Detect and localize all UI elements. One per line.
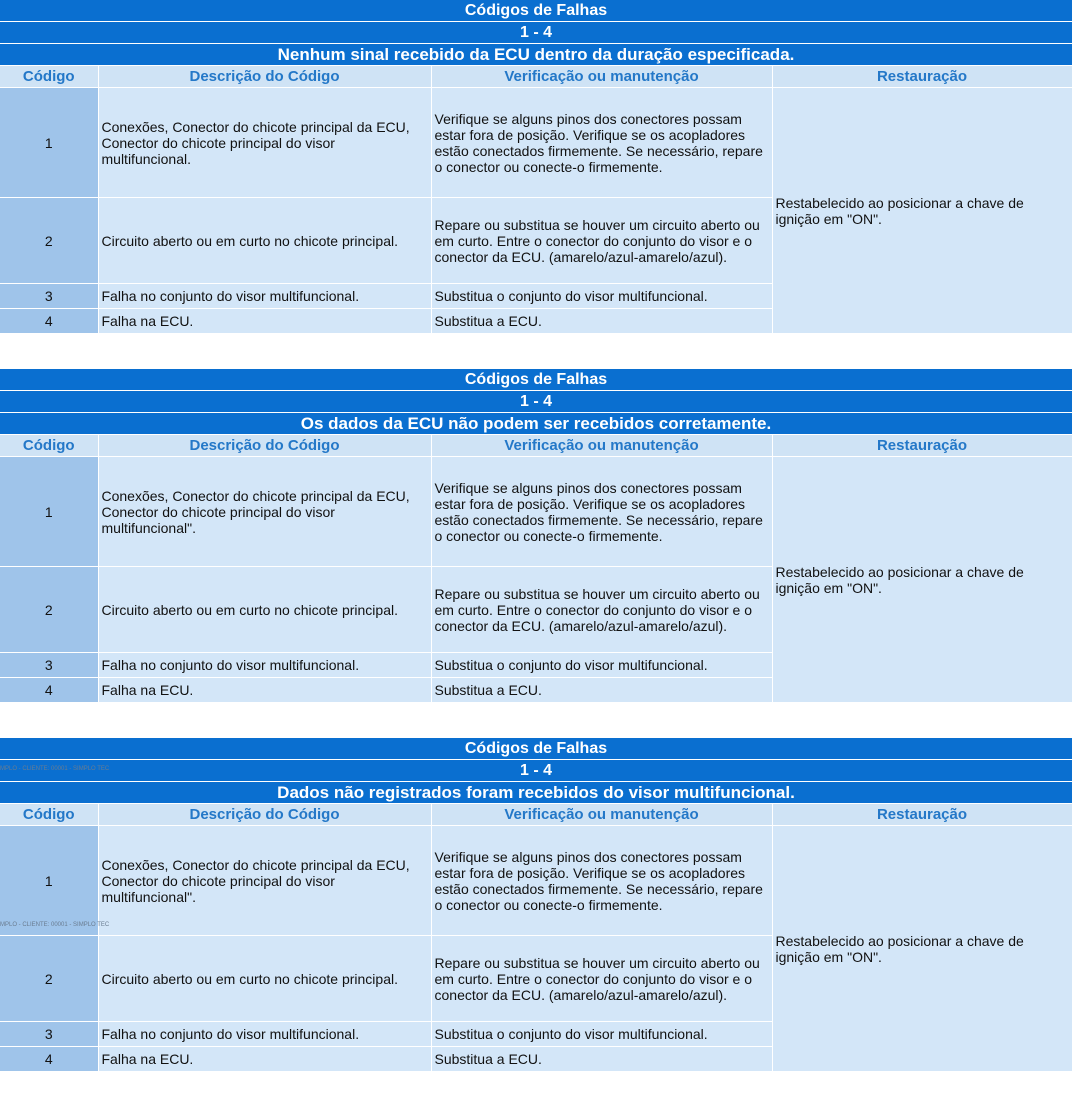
description-cell: Circuito aberto ou em curto no chicote principal.	[98, 198, 431, 284]
code-cell: 2	[0, 198, 98, 284]
code-cell: 3	[0, 284, 98, 309]
check-cell: Repare ou substitua se houver um circuito aberto ou em curto. Entre o conector do conjunto do visor e o conector da ECU. (amarelo/azul-amarelo/azul).	[431, 567, 772, 653]
description-cell: Falha na ECU.	[98, 309, 431, 334]
section-subtitle: Nenhum sinal recebido da ECU dentro da duração especificada.	[0, 44, 1072, 66]
restoration-cell: Restabelecido ao posicionar a chave de ignição em "ON".	[772, 88, 1072, 334]
check-cell: Substitua o conjunto do visor multifuncional.	[431, 1022, 772, 1047]
description-cell: Falha no conjunto do visor multifuncional.	[98, 284, 431, 309]
section-range: 1 - 4	[0, 22, 1072, 44]
description-cell: Circuito aberto ou em curto no chicote principal.	[98, 936, 431, 1022]
table-row	[0, 826, 1072, 936]
code-cell: 1	[0, 826, 98, 936]
check-cell: Substitua a ECU.	[431, 309, 772, 334]
check-cell: Verifique se alguns pinos dos conectores possam estar fora de posição. Verifique se os acopladores estão conectados firmemente. Se necessário, repare o conector ou conecte-o firmemente.	[431, 88, 772, 198]
header-restoration: Restauração	[772, 804, 1072, 826]
description-cell: Falha no conjunto do visor multifuncional.	[98, 1022, 431, 1047]
code-cell: 1	[0, 88, 98, 198]
section-range: 1 - 4	[0, 760, 1072, 782]
section-range: 1 - 4	[0, 391, 1072, 413]
description-cell: Falha no conjunto do visor multifuncional.	[98, 653, 431, 678]
check-cell: Substitua o conjunto do visor multifuncional.	[431, 653, 772, 678]
check-cell: Repare ou substitua se houver um circuito aberto ou em curto. Entre o conector do conjunto do visor e o conector da ECU. (amarelo/azul-amarelo/azul).	[431, 936, 772, 1022]
description-cell: Conexões, Conector do chicote principal da ECU, Conector do chicote principal do visor multifuncional.	[98, 88, 431, 198]
header-code: Código	[0, 66, 98, 88]
check-cell: Repare ou substitua se houver um circuito aberto ou em curto. Entre o conector do conjunto do visor e o conector da ECU. (amarelo/azul-amarelo/azul).	[431, 198, 772, 284]
code-cell: 4	[0, 309, 98, 334]
check-cell: Substitua o conjunto do visor multifuncional.	[431, 284, 772, 309]
code-cell: 1	[0, 457, 98, 567]
header-check: Verificação ou manutenção	[431, 435, 772, 457]
header-restoration: Restauração	[772, 66, 1072, 88]
restoration-cell: Restabelecido ao posicionar a chave de ignição em "ON".	[772, 826, 1072, 1072]
table-row	[0, 457, 1072, 567]
watermark-text: MPLO - CLIENTE: 00001 - SIMPLO TEC	[0, 766, 110, 772]
header-check: Verificação ou manutenção	[431, 804, 772, 826]
code-cell: 3	[0, 1022, 98, 1047]
header-code: Código	[0, 435, 98, 457]
description-cell: Falha na ECU.	[98, 678, 431, 703]
section-subtitle: Os dados da ECU não podem ser recebidos corretamente.	[0, 413, 1072, 435]
description-cell: Circuito aberto ou em curto no chicote principal.	[98, 567, 431, 653]
description-cell: Conexões, Conector do chicote principal da ECU, Conector do chicote principal do visor multifuncional".	[98, 826, 431, 936]
header-code: Código	[0, 804, 98, 826]
header-description: Descrição do Código	[98, 804, 431, 826]
header-check: Verificação ou manutenção	[431, 66, 772, 88]
restoration-cell: Restabelecido ao posicionar a chave de ignição em "ON".	[772, 457, 1072, 703]
check-cell: Verifique se alguns pinos dos conectores possam estar fora de posição. Verifique se os acopladores estão conectados firmemente. Se necessário, repare o conector ou conecte-o firmemente.	[431, 826, 772, 936]
table-row	[0, 88, 1072, 198]
code-cell: 4	[0, 1047, 98, 1072]
header-restoration: Restauração	[772, 435, 1072, 457]
fault-codes-section-3	[0, 738, 1072, 1072]
section-title: Códigos de Falhas	[0, 0, 1072, 22]
section-subtitle: Dados não registrados foram recebidos do visor multifuncional.	[0, 782, 1072, 804]
code-cell: 4	[0, 678, 98, 703]
header-description: Descrição do Código	[98, 435, 431, 457]
description-cell: Conexões, Conector do chicote principal da ECU, Conector do chicote principal do visor multifuncional".	[98, 457, 431, 567]
check-cell: Substitua a ECU.	[431, 678, 772, 703]
section-title: Códigos de Falhas	[0, 738, 1072, 760]
code-cell: 2	[0, 936, 98, 1022]
section-title: Códigos de Falhas	[0, 369, 1072, 391]
header-description: Descrição do Código	[98, 66, 431, 88]
fault-codes-section-1	[0, 0, 1072, 334]
check-cell: Verifique se alguns pinos dos conectores possam estar fora de posição. Verifique se os acopladores estão conectados firmemente. Se necessário, repare o conector ou conecte-o firmemente.	[431, 457, 772, 567]
code-cell: 3	[0, 653, 98, 678]
description-cell: Falha na ECU.	[98, 1047, 431, 1072]
fault-codes-section-2	[0, 369, 1072, 703]
watermark-text: MPLO - CLIENTE: 00001 - SIMPLO TEC	[0, 922, 110, 928]
code-cell: 2	[0, 567, 98, 653]
check-cell: Substitua a ECU.	[431, 1047, 772, 1072]
